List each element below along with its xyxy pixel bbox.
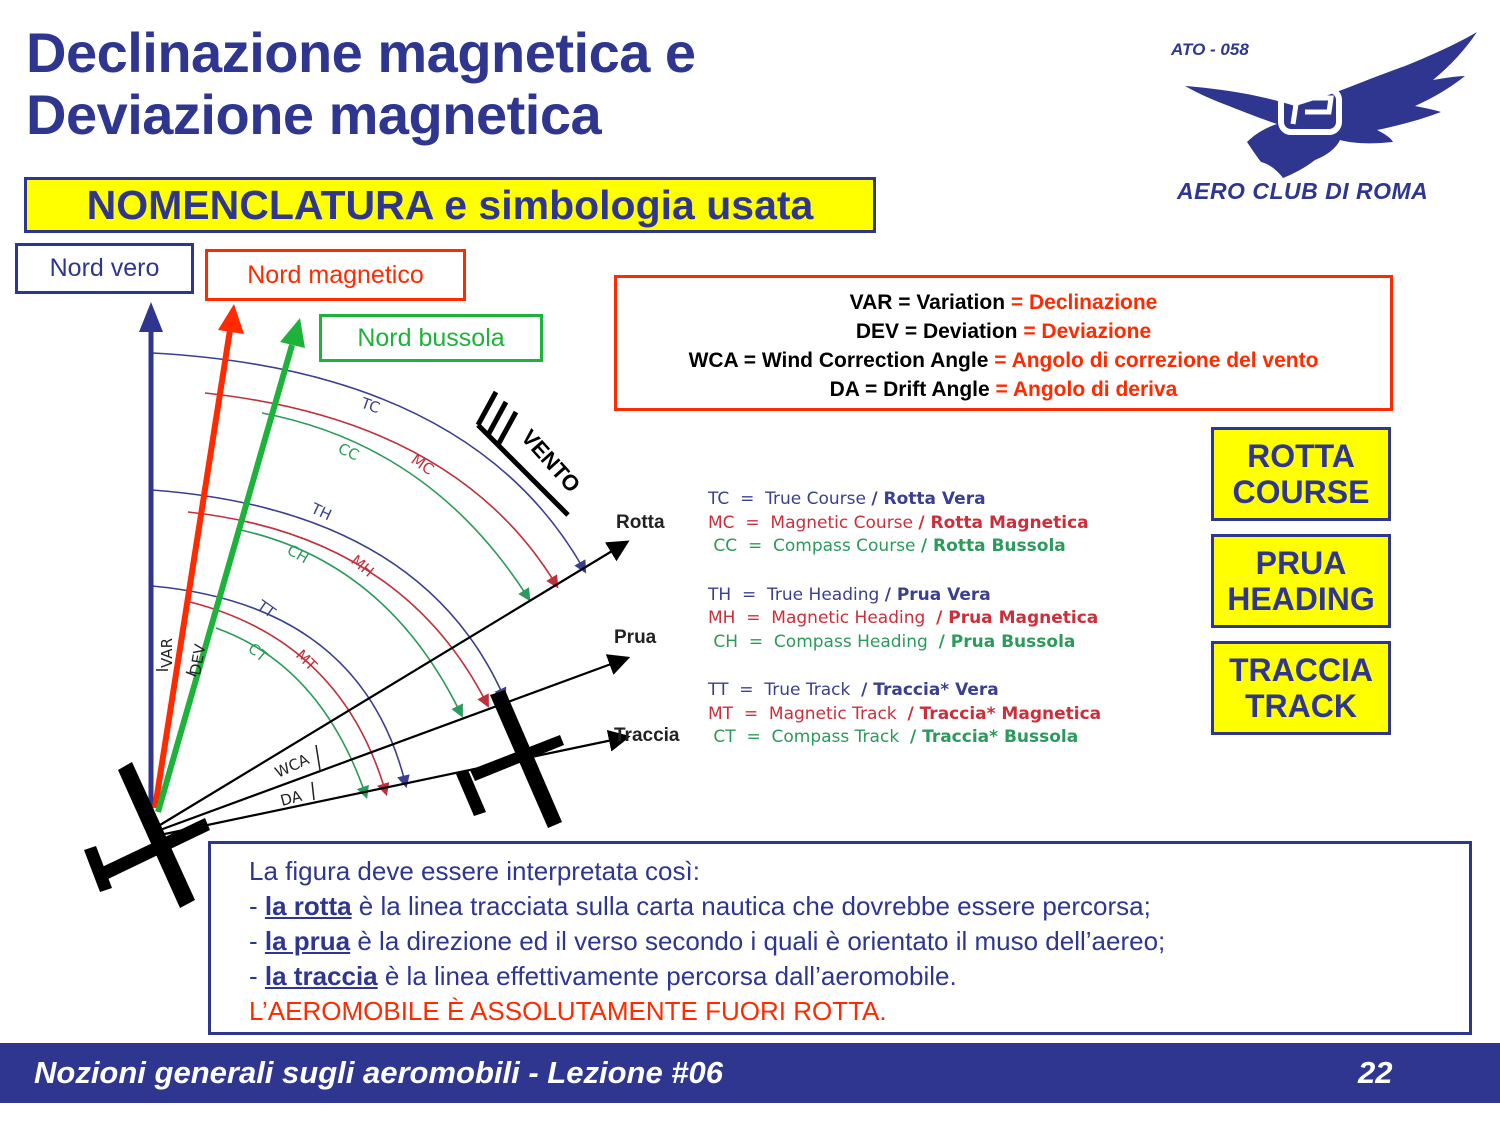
arc-label-ch: CH [284, 540, 312, 568]
compass-north-arrow [158, 345, 292, 812]
aircraft-origin-icon [84, 762, 210, 908]
definition-da: DA = Drift Angle = Angolo di deriva [829, 378, 1178, 401]
legend-row-mh: MH = Magnetic Heading / Prua Magnetica [708, 608, 1099, 628]
arc-label-tt: TT [253, 596, 279, 622]
angle-label-dev: DEV [186, 642, 210, 677]
arc-label-mc: MC [407, 450, 438, 479]
aircraft-drifted-icon [456, 690, 564, 828]
definition-var: VAR = Variation = Declinazione [849, 291, 1158, 314]
magnetic-north-arrow [155, 330, 230, 808]
explanation-intro: La figura deve essere interpretata così: [249, 856, 700, 886]
true-north-label: Nord vero [15, 243, 194, 294]
arc-tc [152, 353, 586, 568]
legend-row-mt: MT = Magnetic Track / Traccia* Magnetica [708, 703, 1102, 724]
legend-row-ct: CT = Compass Track / Traccia* Bussola [708, 727, 1079, 747]
logo-code: ATO - 058 [1171, 40, 1249, 59]
explanation-item-prua: - la prua è la direzione ed il verso secondo i quali è orientato il muso dell’aereo; [249, 926, 1166, 956]
term-box-heading: PRUA HEADING [1211, 534, 1391, 628]
arc-label-cc: CC [335, 439, 362, 465]
definition-dev: DEV = Deviation = Deviazione [855, 320, 1152, 343]
explanation-item-rotta: - la rotta è la linea tracciata sulla carta nautica che dovrebbe essere percorsa; [249, 891, 1151, 921]
legend-row-tc: TC = True Course / Rotta Vera [708, 489, 986, 509]
arc-label-mt: MT [292, 646, 321, 675]
vector-label-rotta: Rotta [616, 512, 665, 533]
vector-label-prua: Prua [614, 627, 657, 648]
legend-group-course [708, 488, 1101, 559]
abbreviation-legend [708, 488, 1101, 775]
term-box-course: ROTTA COURSE [1211, 427, 1391, 521]
magnetic-north-label: Nord magnetico [205, 249, 466, 301]
term-box-track: TRACCIA TRACK [1211, 641, 1391, 735]
compass-north-label: Nord bussola [319, 314, 543, 362]
title-line-1: Declinazione magnetica e [26, 21, 696, 84]
arc-label-mh: MH [347, 551, 378, 581]
legend-row-tt: TT = True Track / Traccia* Vera [708, 680, 999, 700]
footer-bar [0, 1043, 1500, 1103]
definitions-box [614, 275, 1393, 411]
arc-label-ct: CT [244, 639, 272, 666]
definition-wca: WCA = Wind Correction Angle = Angolo di correzione del vento [688, 349, 1319, 372]
legend-row-ch: CH = Compass Heading / Prua Bussola [708, 631, 1076, 652]
arc-label-th: TH [308, 499, 335, 525]
logo-name: AERO CLUB DI ROMA [1177, 178, 1429, 204]
legend-row-cc: CC = Compass Course / Rotta Bussola [708, 536, 1066, 556]
arc-mh [188, 512, 486, 702]
arc-cc [262, 413, 527, 596]
eagle-icon [1165, 28, 1485, 188]
legend-row-th: TH = True Heading / Prua Vera [708, 584, 991, 605]
angle-label-wca: WCA [272, 750, 312, 782]
legend-group-heading [708, 584, 1101, 655]
arc-label-tc: TC [358, 393, 383, 418]
wind-label: VENTO [516, 424, 586, 498]
explanation-item-traccia: - la traccia è la linea effettivamente percorsa dall’aeromobile. [249, 961, 957, 991]
aero-club-logo [1165, 28, 1485, 213]
angle-label-da: DA [278, 786, 304, 810]
explanation-warning: L’AEROMOBILE È ASSOLUTAMENTE FUORI ROTTA. [249, 996, 887, 1026]
navigation-diagram [0, 0, 700, 930]
legend-row-mc: MC = Magnetic Course / Rotta Magnetica [708, 512, 1089, 533]
legend-group-track [708, 679, 1101, 750]
arc-ch [236, 529, 460, 712]
subtitle-banner: NOMENCLATURA e simbologia usata [24, 177, 876, 233]
vector-label-traccia: Traccia [614, 725, 680, 746]
page-number: 22 [1358, 1055, 1393, 1090]
title-line-2: Deviazione magnetica [26, 83, 602, 146]
angle-label-var: VAR [158, 638, 176, 668]
footer-course-title: Nozioni generali sugli aeromobili - Lezione #06 [34, 1055, 724, 1090]
explanation-box [208, 841, 1472, 1035]
